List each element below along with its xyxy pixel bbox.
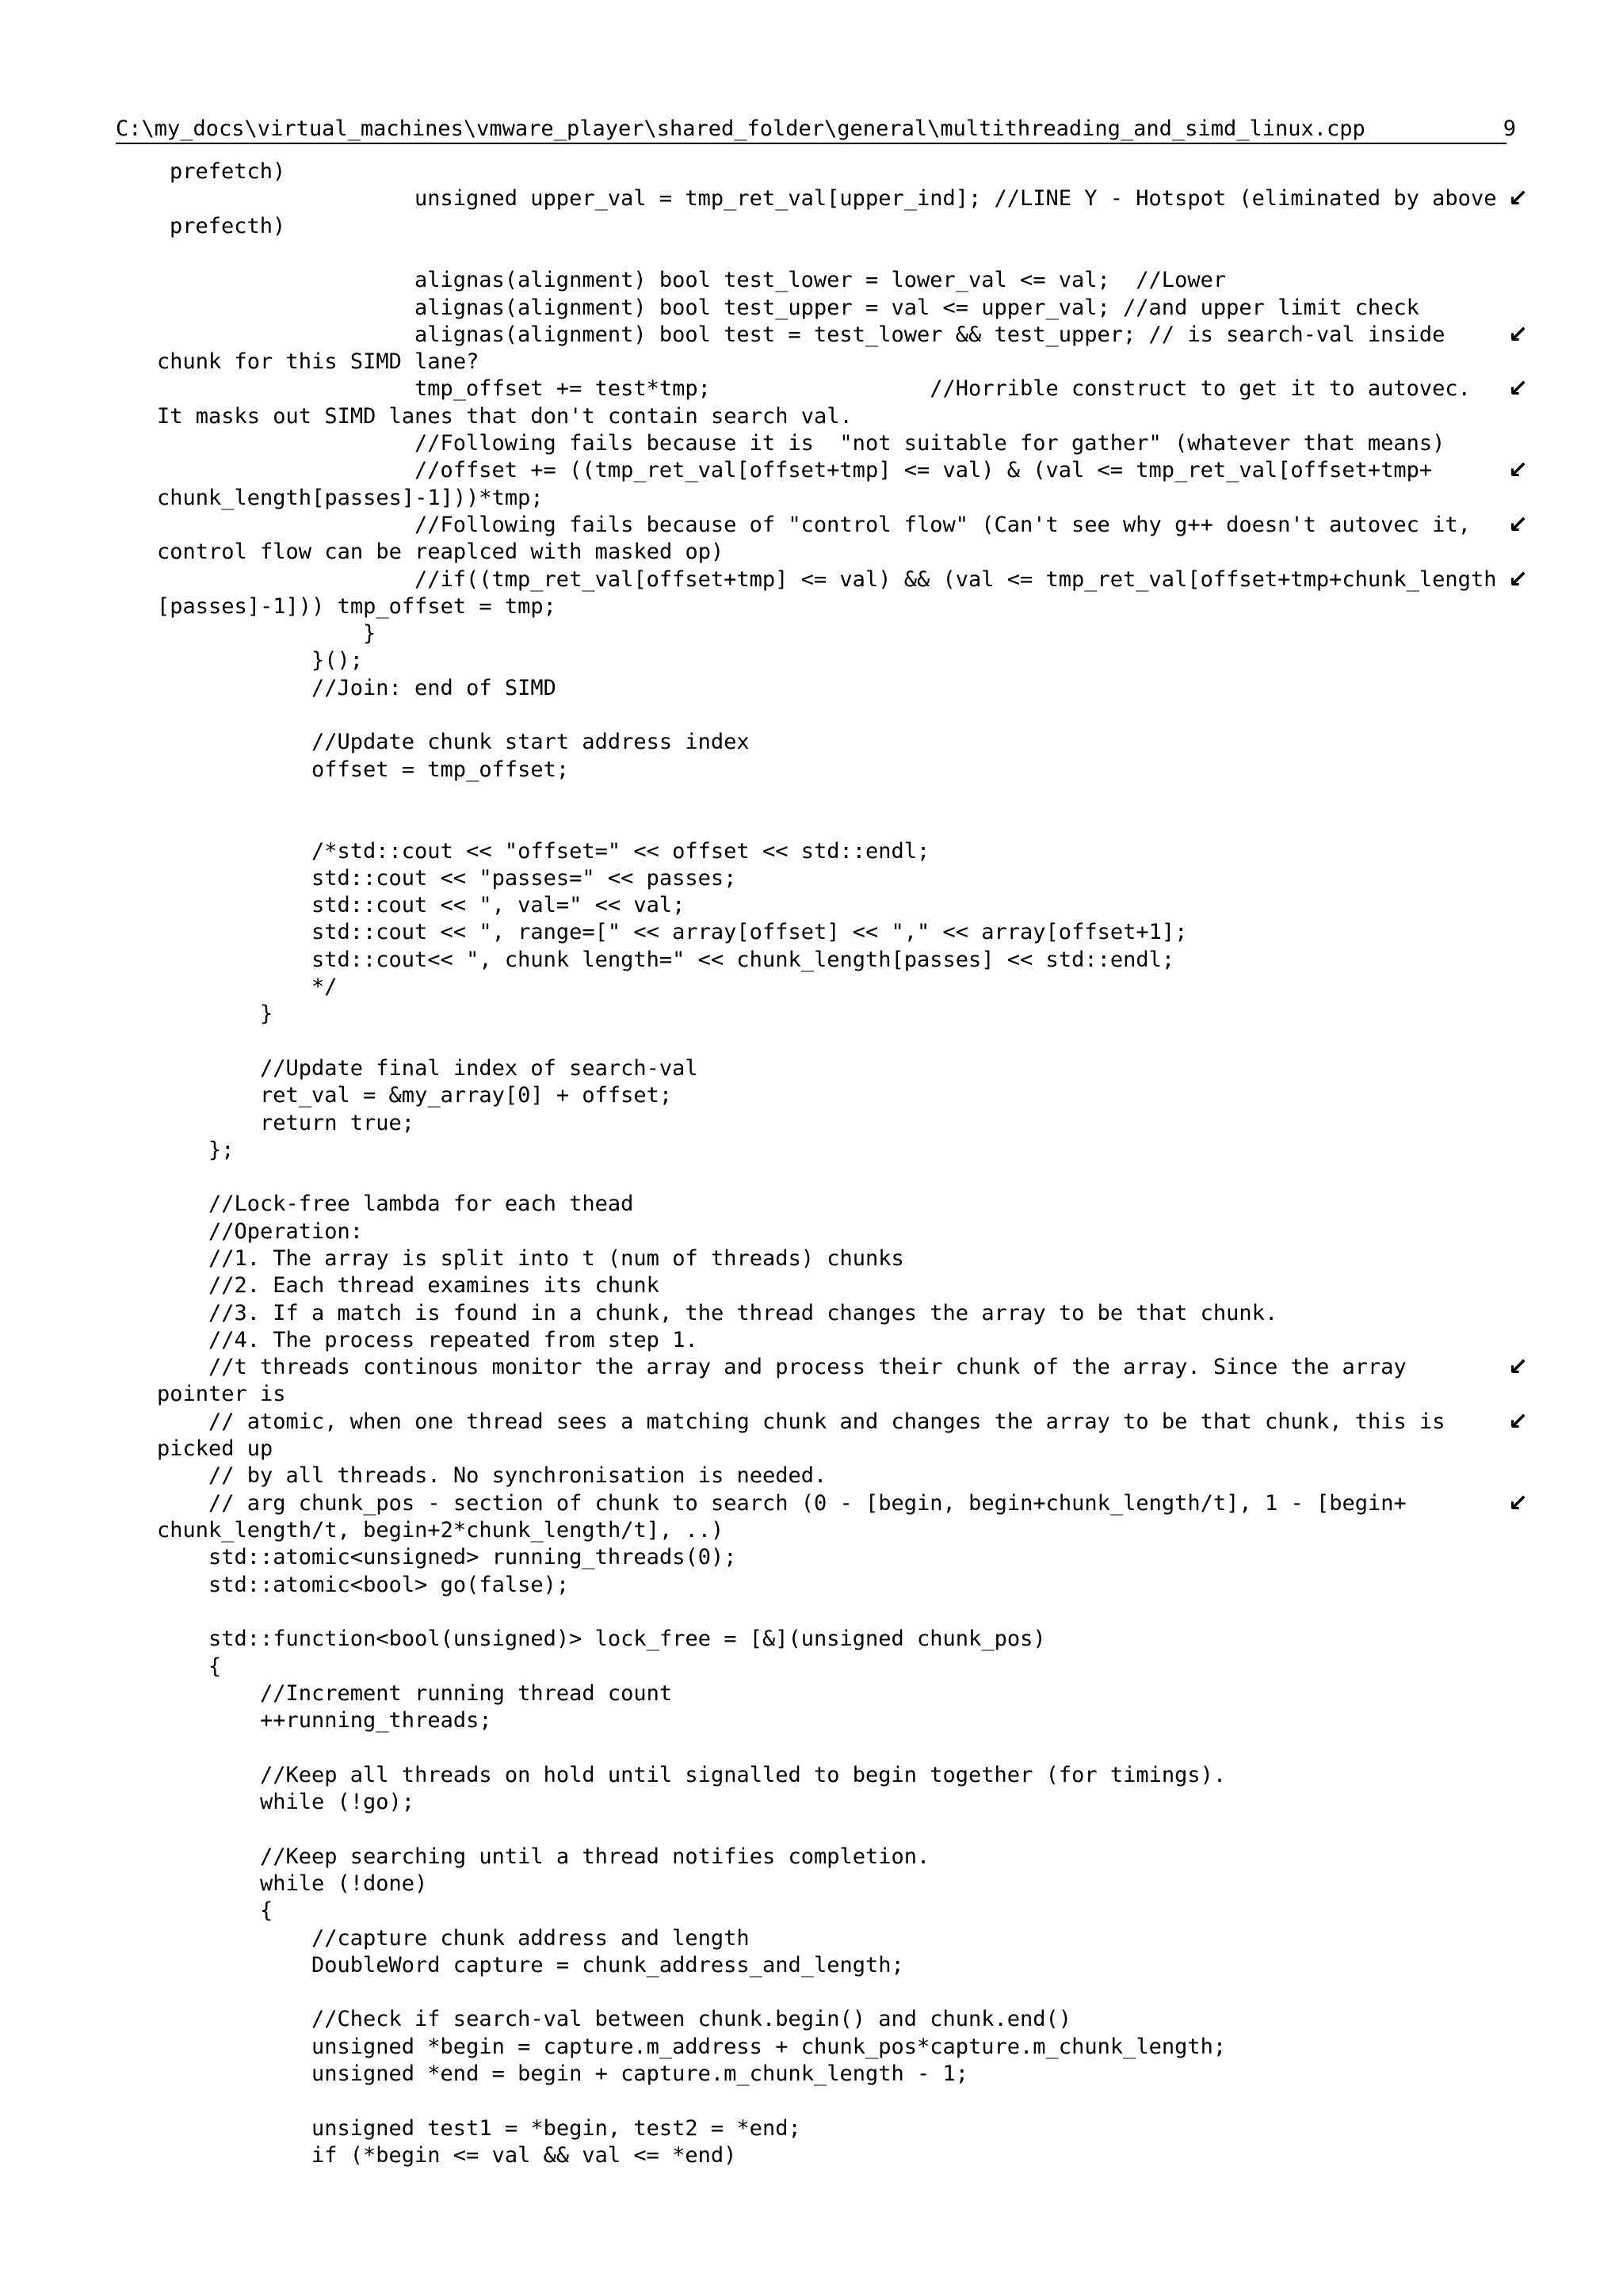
code-line: while (!go);	[260, 1790, 415, 1814]
code-line: chunk_length/t, begin+2*chunk_length/t], ..)	[157, 1518, 724, 1543]
code-line: chunk_length[passes]-1]))*tmp;	[157, 486, 544, 510]
code-line: //Following fails because of "control flow" (Can't see why g++ doesn't autovec it,	[414, 513, 1471, 537]
code-line: pointer is	[157, 1382, 286, 1406]
code-line: std::cout << ", val=" << val;	[311, 893, 685, 917]
code-line: //capture chunk address and length	[311, 1926, 750, 1951]
code-line: tmp_offset += test*tmp; //Horrible construct to get it to autovec.	[414, 376, 1471, 401]
code-line: //Check if search-val between chunk.begin() and chunk.end()	[311, 2007, 1072, 2031]
code-line: //offset += ((tmp_ret_val[offset+tmp] <= val) & (val <= tmp_ret_val[offset+tmp+	[414, 458, 1433, 482]
code-line: //Operation:	[208, 1219, 364, 1244]
code-line: chunk for this SIMD lane?	[157, 349, 479, 374]
code-line: // atomic, when one thread sees a matching chunk and changes the array to be that chunk, this is	[208, 1409, 1445, 1434]
code-line: //t threads continous monitor the array and process their chunk of the array. Since the array	[208, 1355, 1407, 1379]
file-path: C:\my_docs\virtual_machines\vmware_player\shared_folder\general\multithreading_and_simd_linux.cpp	[116, 116, 1365, 141]
page-number: 9	[1503, 116, 1516, 141]
code-line: std::cout << ", range=[" << array[offset] << "," << array[offset+1];	[311, 920, 1188, 944]
code-line: //Update final index of search-val	[260, 1056, 698, 1081]
line-wrap-icon: ↙	[1508, 456, 1529, 484]
page-header	[116, 116, 1516, 144]
code-line: //Keep all threads on hold until signalled to begin together (for timings).	[260, 1763, 1227, 1787]
code-line: while (!done)	[260, 1871, 428, 1896]
code-line: }	[363, 621, 376, 646]
code-line: if (*begin <= val && val <= *end)	[311, 2143, 737, 2168]
code-line: //3. If a match is found in a chunk, the thread changes the array to be that chunk.	[208, 1301, 1278, 1325]
code-line: It masks out SIMD lanes that don't contain search val.	[157, 404, 853, 429]
code-line: //Lock-free lambda for each thead	[208, 1192, 634, 1216]
code-line: [passes]-1])) tmp_offset = tmp;	[157, 594, 556, 619]
code-line: unsigned *end = begin + capture.m_chunk_length - 1;	[311, 2061, 969, 2086]
code-line: */	[311, 974, 338, 999]
code-line: unsigned *begin = capture.m_address + chunk_pos*capture.m_chunk_length;	[311, 2035, 1227, 2059]
code-line: alignas(alignment) bool test_upper = val <= upper_val; //and upper limit check	[414, 296, 1419, 320]
code-line: //Update chunk start address index	[311, 730, 750, 754]
code-line: {	[208, 1654, 222, 1679]
code-line: std::cout<< ", chunk length=" << chunk_length[passes] << std::endl;	[311, 948, 1175, 972]
code-line: alignas(alignment) bool test = test_lower && test_upper; // is search-val inside	[414, 322, 1445, 347]
line-wrap-icon: ↙	[1508, 1353, 1529, 1381]
code-line: //1. The array is split into t (num of threads) chunks	[208, 1246, 904, 1271]
code-line: //if((tmp_ret_val[offset+tmp] <= val) && (val <= tmp_ret_val[offset+tmp+chunk_length	[414, 567, 1497, 592]
code-line: std::atomic<unsigned> running_threads(0);	[208, 1545, 737, 1569]
code-line: };	[208, 1138, 235, 1162]
code-line: prefecth)	[170, 214, 286, 238]
line-wrap-icon: ↙	[1508, 1408, 1529, 1436]
code-line: prefetch)	[170, 159, 286, 184]
code-line: }	[260, 1001, 273, 1026]
line-wrap-icon: ↙	[1508, 375, 1529, 402]
line-wrap-icon: ↙	[1508, 566, 1529, 593]
code-line: unsigned upper_val = tmp_ret_val[upper_ind]; //LINE Y - Hotspot (eliminated by above	[414, 186, 1497, 211]
code-line: //Following fails because it is "not suitable for gather" (whatever that means)	[414, 431, 1445, 456]
code-line: {	[260, 1898, 273, 1923]
code-line: //Keep searching until a thread notifies completion.	[260, 1844, 930, 1869]
code-line: std::function<bool(unsigned)> lock_free = [&](unsigned chunk_pos)	[208, 1627, 1046, 1651]
code-line: //2. Each thread examines its chunk	[208, 1273, 659, 1298]
code-line: return true;	[260, 1111, 415, 1135]
code-line: unsigned test1 = *begin, test2 = *end;	[311, 2116, 801, 2141]
code-line: /*std::cout << "offset=" << offset << std::endl;	[311, 839, 930, 864]
line-wrap-icon: ↙	[1508, 321, 1529, 349]
line-wrap-icon: ↙	[1508, 511, 1529, 539]
code-line: std::cout << "passes=" << passes;	[311, 866, 737, 891]
code-line: // arg chunk_pos - section of chunk to search (0 - [begin, begin+chunk_length/t], 1 - [begin+	[208, 1491, 1407, 1516]
code-line: DoubleWord capture = chunk_address_and_length;	[311, 1953, 904, 1978]
code-line: //Increment running thread count	[260, 1681, 673, 1706]
code-line: offset = tmp_offset;	[311, 757, 570, 782]
line-wrap-icon: ↙	[1508, 185, 1529, 212]
code-line: picked up	[157, 1436, 273, 1461]
code-line: alignas(alignment) bool test_lower = lower_val <= val; //Lower	[414, 268, 1227, 292]
code-line: control flow can be reaplced with masked op)	[157, 540, 724, 564]
code-line: ++running_threads;	[260, 1708, 492, 1733]
code-line: //Join: end of SIMD	[311, 676, 556, 700]
code-line: // by all threads. No synchronisation is needed.	[208, 1463, 827, 1488]
code-line: //4. The process repeated from step 1.	[208, 1328, 698, 1352]
code-line: }();	[311, 648, 364, 673]
code-line: std::atomic<bool> go(false);	[208, 1573, 570, 1597]
code-line: ret_val = &my_array[0] + offset;	[260, 1083, 673, 1108]
line-wrap-icon: ↙	[1508, 1489, 1529, 1517]
